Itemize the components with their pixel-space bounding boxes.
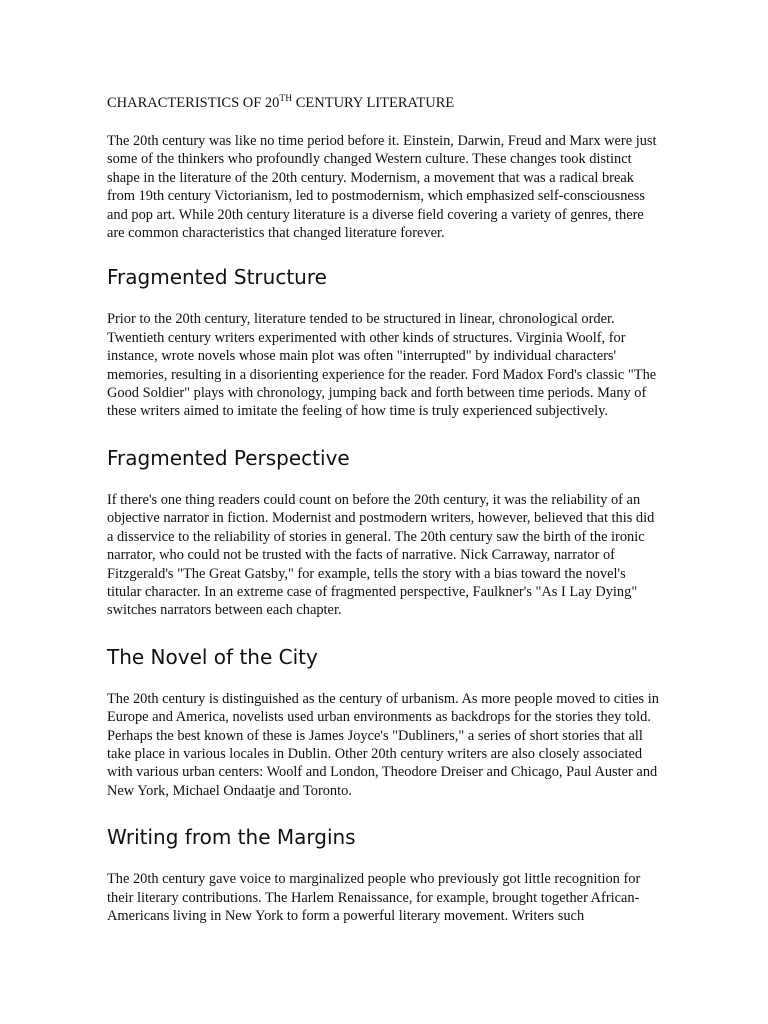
section-fragmented-perspective [107, 446, 663, 620]
section-heading: Writing from the Margins [107, 825, 356, 850]
section-paragraph: The 20th century is distinguished as the century of urbanism. As more people moved to cities in Europe and America, novelists used urban environments as backdrops for the stories they told. Perhaps the best known of these is James Joyce's "Dubliners," a series of short stories that all take place in various locales in Dublin. Other 20th century writers are also closely associated with various urban centers: Woolf and London, Theodore Dreiser and Chicago, Paul Auster and New York, Michael Ondaatje and Toronto. [107, 690, 659, 799]
section-paragraph: If there's one thing readers could count on before the 20th century, it was the reliability of an objective narrator in fiction. Modernist and postmodern writers, however, believed that this did a disservice to the reliability of stories in general. The 20th century saw the birth of the ironic narrator, who could not be trusted with the facts of narrative. Nick Carraway, narrator of Fitzgerald's "The Great Gatsby," for example, tells the story with a bias toward the novel's titular character. In an extreme case of fragmented perspective, Faulkner's "As I Lay Dying" switches narrators between each chapter. [107, 491, 655, 619]
section-heading: Fragmented Perspective [107, 445, 350, 470]
title-prefix: CHARACTERISTICS OF 20 [107, 95, 280, 111]
section-heading: Fragmented Structure [107, 265, 327, 290]
section-novel-of-the-city [107, 645, 663, 800]
section-paragraph: The 20th century gave voice to marginalized people who previously got little recognition for their literary contributions. The Harlem Renaissance, for example, brought together African-Americans living in New York to form a powerful literary movement. Writers such [107, 871, 641, 924]
title-suffix: CENTURY LITERATURE [292, 95, 455, 111]
section-fragmented-structure [107, 265, 663, 420]
section-paragraph: Prior to the 20th century, literature tended to be structured in linear, chronological order. Twentieth century writers experimented with other kinds of structures. Virginia Woolf, for instance, wrote novels whose main plot was often "interrupted" by individual characters' memories, resulting in a disorienting experience for the reader. Ford Madox Ford's classic "The Good Soldier" plays with chronology, jumping back and forth between time periods. Many of these writers aimed to imitate the feeling of how time is truly experienced subjectively. [107, 311, 657, 420]
section-heading: The Novel of the City [107, 644, 318, 669]
section-writing-from-the-margins [107, 825, 663, 925]
document-title [107, 94, 663, 112]
title-superscript: TH [279, 94, 293, 104]
document-page [107, 88, 663, 950]
intro-paragraph: The 20th century was like no time period before it. Einstein, Darwin, Freud and Marx were just some of the thinkers who profoundly changed Western culture. These changes took distinct shape in the literature of the 20th century. Modernism, a movement that was a radical break from 19th century Victorianism, led to postmodernism, which emphasized self-consciousness and pop art. While 20th century literature is a diverse field covering a variety of genres, there are common characteristics that changed literature forever. [107, 133, 657, 242]
